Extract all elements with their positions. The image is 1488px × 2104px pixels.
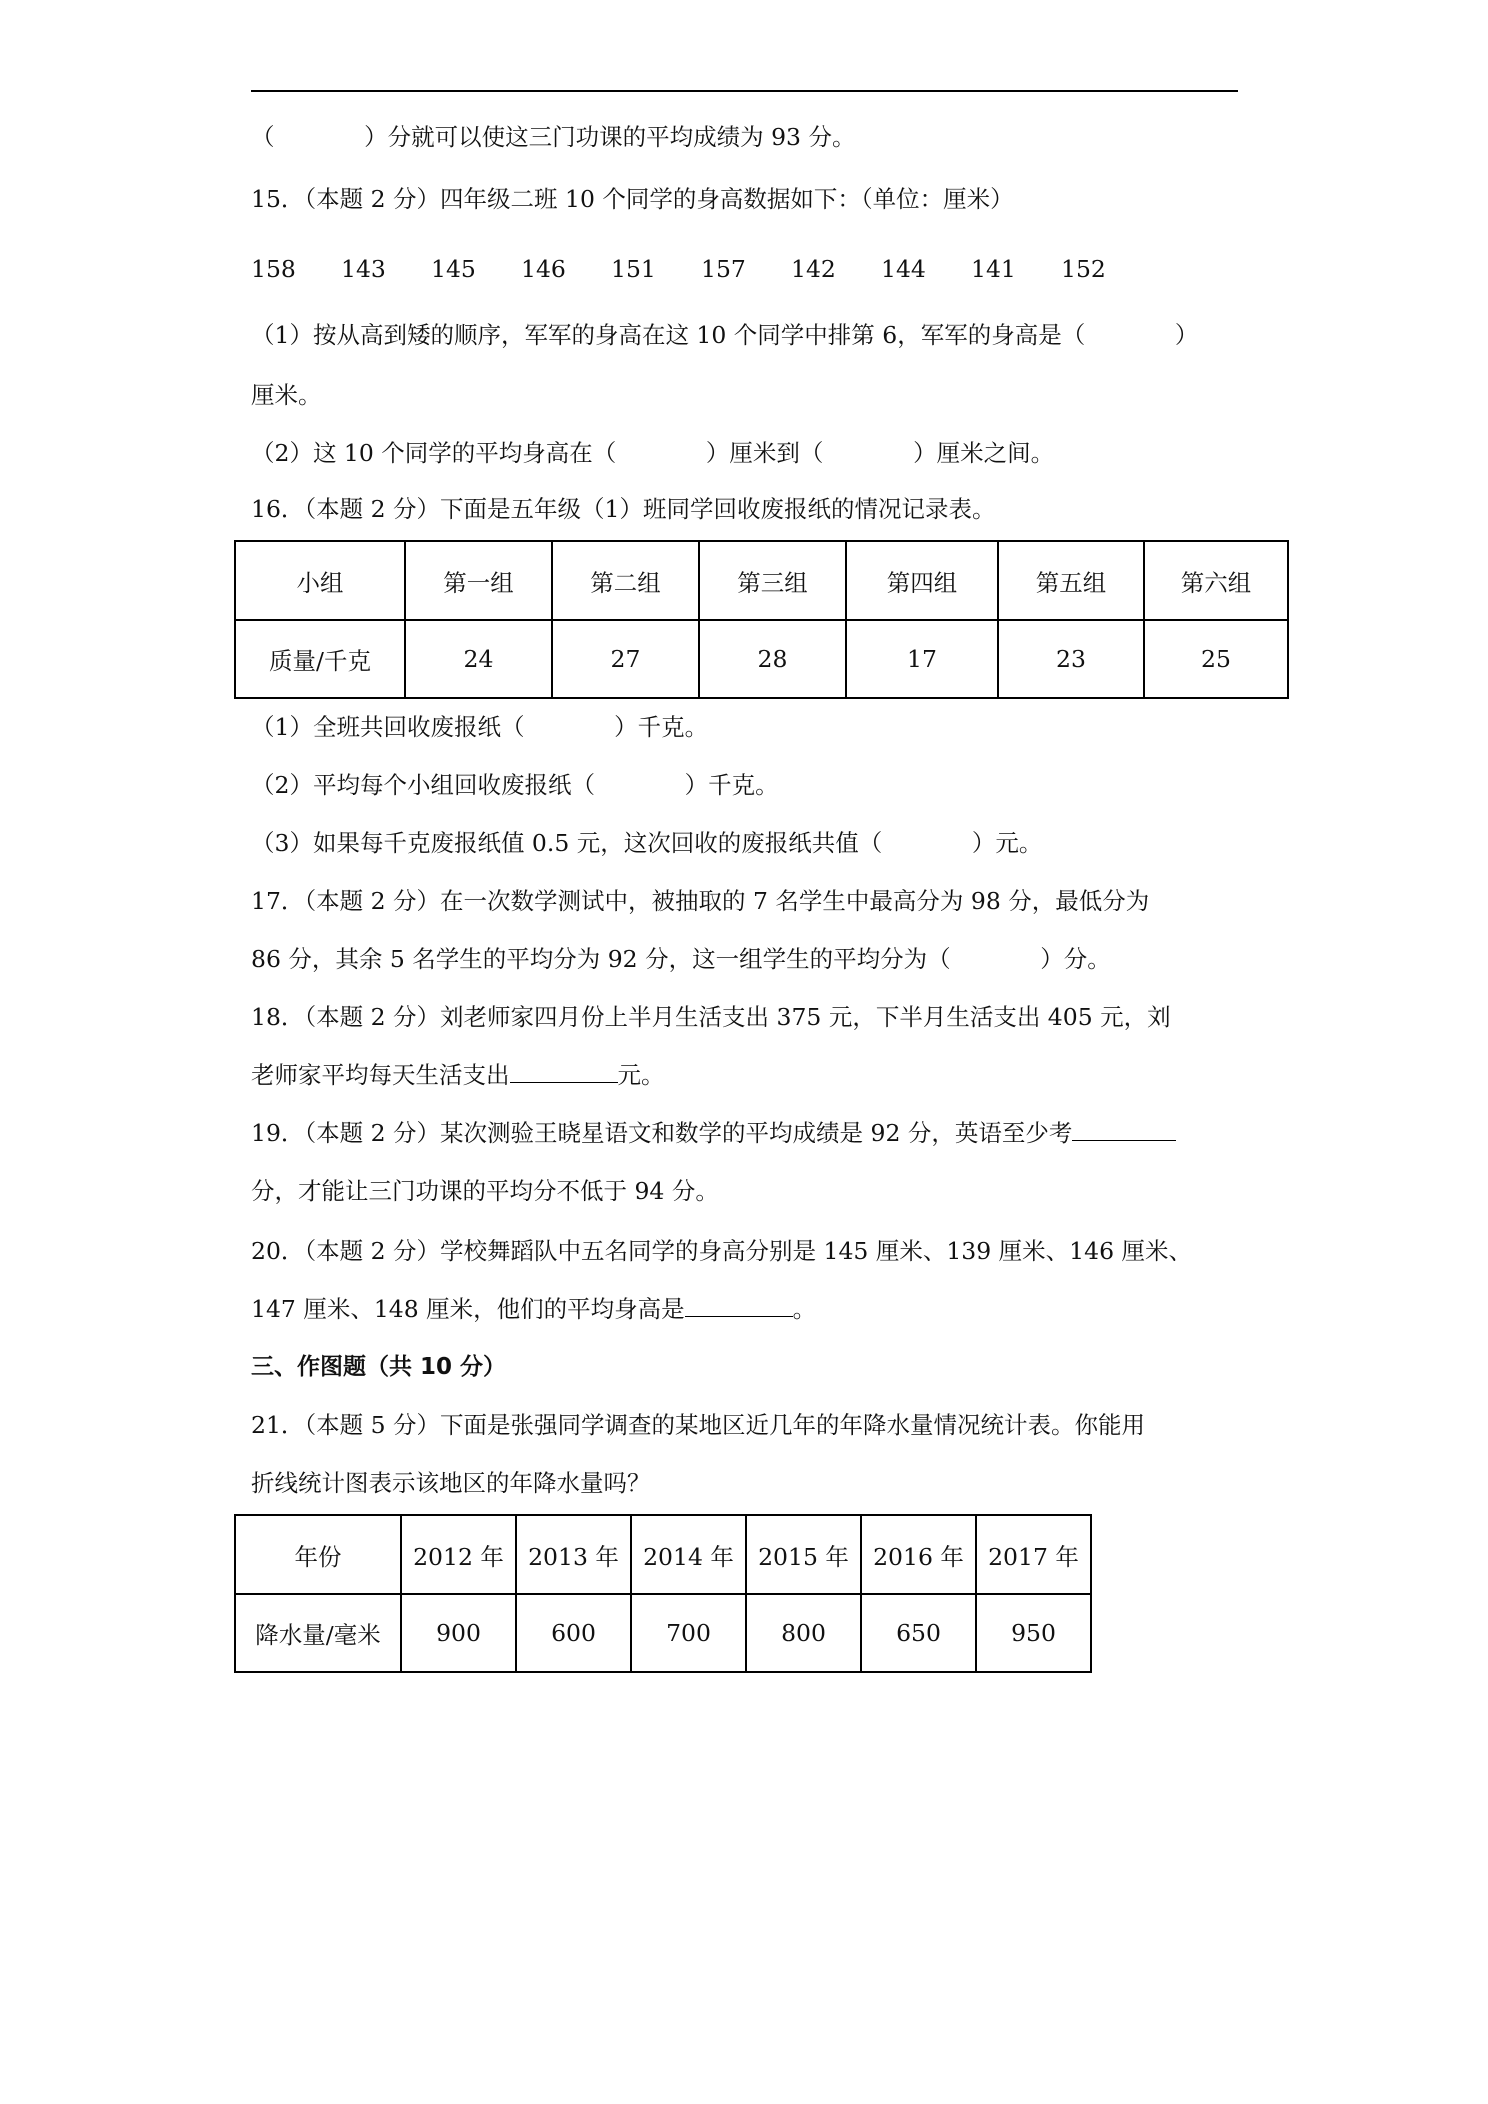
question-18: 18．（本题 2 分）刘老师家四月份上半月生活支出 375 元，下半月生活支出 405 元，刘 bbox=[251, 1003, 1171, 1031]
question-15-part2: （2）这 10 个同学的平均身高在（ ）厘米到（ ）厘米之间。 bbox=[251, 439, 1055, 467]
table-cell: 降水量/毫米 bbox=[235, 1594, 401, 1672]
table-cell: 24 bbox=[405, 620, 552, 698]
answer-blank bbox=[685, 1294, 793, 1317]
table-cell: 第三组 bbox=[699, 541, 846, 620]
question-16-part2: （2）平均每个小组回收废报纸（ ）千克。 bbox=[251, 771, 779, 799]
table-cell: 27 bbox=[552, 620, 699, 698]
height-value: 158 bbox=[251, 255, 296, 283]
table-cell: 第二组 bbox=[552, 541, 699, 620]
table-cell: 第四组 bbox=[846, 541, 998, 620]
height-value: 145 bbox=[431, 255, 476, 283]
line-q14-tail: （ ）分就可以使这三门功课的平均成绩为 93 分。 bbox=[251, 123, 856, 151]
height-value: 152 bbox=[1061, 255, 1106, 283]
question-15-part1-cont: 厘米。 bbox=[251, 381, 322, 409]
question-21-cont: 折线统计图表示该地区的年降水量吗？ bbox=[251, 1469, 651, 1497]
question-20-text-end: 。 bbox=[792, 1295, 817, 1323]
section-3-heading: 三、作图题（共 10 分） bbox=[251, 1354, 507, 1380]
table-cell: 900 bbox=[401, 1594, 516, 1672]
question-16-part1: （1）全班共回收废报纸（ ）千克。 bbox=[251, 713, 709, 741]
table-cell: 年份 bbox=[235, 1515, 401, 1594]
question-19 bbox=[251, 1118, 1176, 1148]
question-19-cont: 分，才能让三门功课的平均分不低于 94 分。 bbox=[251, 1177, 719, 1205]
table-cell: 650 bbox=[861, 1594, 976, 1672]
table-cell: 小组 bbox=[235, 541, 405, 620]
table-cell: 第六组 bbox=[1144, 541, 1288, 620]
table-cell: 2013 年 bbox=[516, 1515, 631, 1594]
question-17-cont: 86 分，其余 5 名学生的平均分为 92 分，这一组学生的平均分为（ ）分。 bbox=[251, 945, 1111, 973]
question-15-part1: （1）按从高到矮的顺序，军军的身高在这 10 个同学中排第 6，军军的身高是（ ） bbox=[251, 321, 1199, 349]
question-18-text-end: 元。 bbox=[617, 1061, 665, 1089]
table-cell: 2014 年 bbox=[631, 1515, 746, 1594]
paper-collection-table bbox=[234, 540, 1289, 699]
question-17: 17．（本题 2 分）在一次数学测试中，被抽取的 7 名学生中最高分为 98 分，最低分为 bbox=[251, 887, 1150, 915]
table-cell: 第五组 bbox=[998, 541, 1144, 620]
question-18-cont bbox=[251, 1060, 665, 1090]
table-cell: 23 bbox=[998, 620, 1144, 698]
height-value: 143 bbox=[341, 255, 386, 283]
question-15: 15．（本题 2 分）四年级二班 10 个同学的身高数据如下：（单位：厘米） bbox=[251, 185, 1014, 213]
height-value: 142 bbox=[791, 255, 836, 283]
table-header-row bbox=[235, 541, 1288, 620]
height-value: 151 bbox=[611, 255, 656, 283]
table-cell: 700 bbox=[631, 1594, 746, 1672]
table-cell: 2015 年 bbox=[746, 1515, 861, 1594]
height-value: 141 bbox=[971, 255, 1016, 283]
table-cell: 质量/千克 bbox=[235, 620, 405, 698]
table-cell: 17 bbox=[846, 620, 998, 698]
question-16-part3: （3）如果每千克废报纸值 0.5 元，这次回收的废报纸共值（ ）元。 bbox=[251, 829, 1043, 857]
answer-blank bbox=[1072, 1118, 1176, 1141]
question-20-cont bbox=[251, 1294, 816, 1324]
question-16: 16．（本题 2 分）下面是五年级（1）班同学回收废报纸的情况记录表。 bbox=[251, 495, 996, 523]
table-row bbox=[235, 1594, 1091, 1672]
table-cell: 800 bbox=[746, 1594, 861, 1672]
question-21: 21．（本题 5 分）下面是张强同学调查的某地区近几年的年降水量情况统计表。你能用 bbox=[251, 1411, 1146, 1439]
height-value: 146 bbox=[521, 255, 566, 283]
table-cell: 2017 年 bbox=[976, 1515, 1091, 1594]
table-cell: 第一组 bbox=[405, 541, 552, 620]
question-20: 20．（本题 2 分）学校舞蹈队中五名同学的身高分别是 145 厘米、139 厘米、146 厘米、 bbox=[251, 1237, 1192, 1265]
table-cell: 2016 年 bbox=[861, 1515, 976, 1594]
height-value: 144 bbox=[881, 255, 926, 283]
table-cell: 950 bbox=[976, 1594, 1091, 1672]
question-19-text: 19．（本题 2 分）某次测验王晓星语文和数学的平均成绩是 92 分，英语至少考 bbox=[251, 1119, 1073, 1147]
height-value: 157 bbox=[701, 255, 746, 283]
table-cell: 600 bbox=[516, 1594, 631, 1672]
table-cell: 28 bbox=[699, 620, 846, 698]
table-row bbox=[235, 620, 1288, 698]
rainfall-table bbox=[234, 1514, 1092, 1673]
table-cell: 2012 年 bbox=[401, 1515, 516, 1594]
table-cell: 25 bbox=[1144, 620, 1288, 698]
header-rule bbox=[251, 90, 1238, 92]
question-18-text: 老师家平均每天生活支出 bbox=[251, 1061, 510, 1089]
question-20-text: 147 厘米、148 厘米，他们的平均身高是 bbox=[251, 1295, 685, 1323]
table-header-row bbox=[235, 1515, 1091, 1594]
answer-blank bbox=[510, 1060, 618, 1083]
